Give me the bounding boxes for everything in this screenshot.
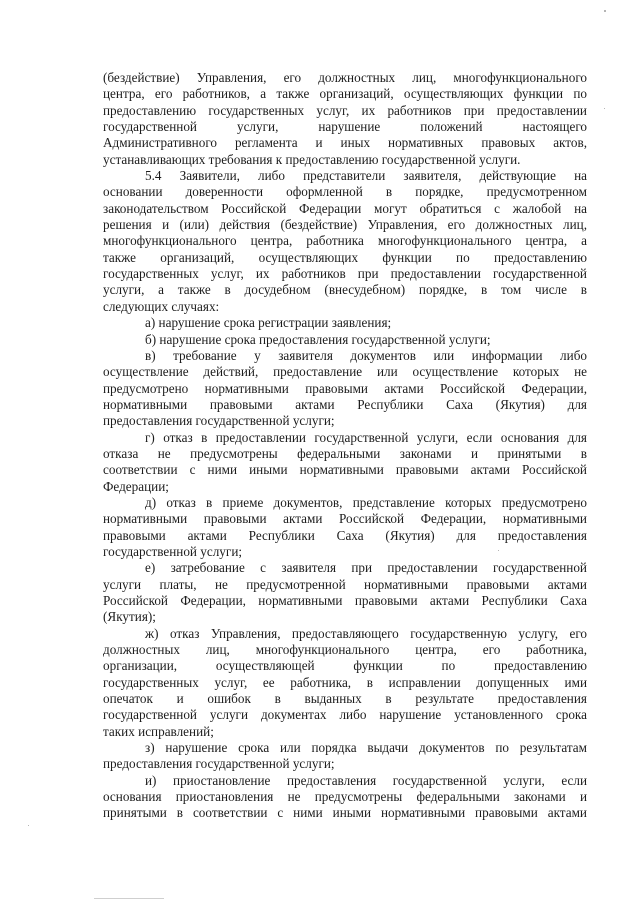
- text-line: принятыми в соответствии с ними иными нормативными правовыми актами: [103, 805, 587, 821]
- text-line: в) требование у заявителя документов или информации либо: [145, 347, 587, 363]
- text-line: д) отказ в приеме документов, представление которых предусмотрено: [145, 494, 587, 510]
- text-line: организации, осуществляющей функции по предоставлению: [103, 658, 587, 674]
- text-line: з) нарушение срока или порядка выдачи документов по результатам: [145, 740, 587, 756]
- text-line: предоставления государственной услуги;: [103, 413, 335, 429]
- text-line: ж) отказ Управления, предоставляющего государственную услугу, его: [145, 625, 587, 641]
- text-line: услуги, а также в досудебном (внесудебном) порядке, в том числе в: [103, 282, 587, 298]
- text-line: следующих случаях:: [103, 298, 220, 314]
- text-line: г) отказ в предоставлении государственной услуги, если основания для: [145, 429, 587, 445]
- text-line: также организаций, осуществляющих функции по предоставлению: [103, 249, 587, 265]
- text-line: законодательством Российской Федерации могут обратиться с жалобой на: [103, 200, 587, 216]
- scan-speck: [604, 108, 605, 109]
- text-line: и) приостановление предоставления государственной услуги, если: [145, 772, 587, 788]
- text-line: предоставлению государственных услуг, их работников при предоставлении: [103, 102, 587, 118]
- scan-speck: [94, 898, 164, 899]
- text-line: центра, его работников, а также организаций, осуществляющих функции по: [103, 86, 587, 102]
- text-line: нормативными правовыми актами Российской Федерации, нормативными: [103, 511, 587, 527]
- scan-speck: [604, 10, 606, 12]
- text-line: основании доверенности оформленной в порядке, предусмотренном: [103, 184, 587, 200]
- text-line: Административного регламента и иных нормативных правовых актов,: [103, 135, 587, 151]
- text-line: (Якутия);: [103, 609, 156, 625]
- text-line: предоставления государственной услуги;: [103, 756, 335, 772]
- text-line: государственной услуги;: [103, 543, 243, 559]
- scan-speck: [498, 550, 499, 551]
- text-line: государственных услуг, ее работника, в исправлении допущенных ими: [103, 674, 587, 690]
- document-body: [103, 70, 587, 822]
- text-line: предусмотрено нормативными правовыми актами Российской Федерации,: [103, 380, 587, 396]
- text-line: 5.4 Заявители, либо представители заявителя, действующие на: [145, 168, 587, 184]
- text-line: осуществление действий, предоставление или осуществление которых не: [103, 364, 587, 380]
- text-line: государственных услуг, их работников при предоставлении государственной: [103, 266, 587, 282]
- text-line: таких исправлений;: [103, 723, 214, 739]
- text-line: е) затребование с заявителя при предоставлении государственной: [145, 560, 587, 576]
- text-line: (бездействие) Управления, его должностных лиц, многофункционального: [103, 70, 587, 85]
- text-line: опечаток и ошибок в выданных в результате предоставления: [103, 691, 587, 707]
- text-line: основания приостановления не предусмотрены федеральными законами и: [103, 789, 587, 805]
- text-line: нормативными правовыми актами Республики Саха (Якутия) для: [103, 396, 587, 412]
- text-line: Федерации;: [103, 478, 169, 494]
- text-line: б) нарушение срока предоставления государственной услуги;: [145, 331, 491, 347]
- text-line: решения и (или) действия (бездействие) Управления, его должностных лиц,: [103, 217, 587, 233]
- text-line: Российской Федерации, нормативными правовыми актами Республики Саха: [103, 593, 587, 608]
- scan-speck: [28, 825, 29, 826]
- text-line: отказа не предусмотрены федеральными законами и принятыми в: [103, 445, 587, 461]
- text-line: а) нарушение срока регистрации заявления;: [145, 315, 392, 331]
- document-page: [103, 70, 587, 822]
- text-line: государственной услуги, нарушение положений настоящего: [103, 119, 587, 135]
- text-line: правовыми актами Республики Саха (Якутия) для предоставления: [103, 527, 587, 543]
- text-line: государственной услуги документах либо нарушение установленного срока: [103, 707, 587, 723]
- text-line: соответствии с ними иными нормативными правовыми актами Российской: [103, 462, 587, 478]
- text-line: многофункционального центра, работника многофункционального центра, а: [103, 233, 587, 249]
- text-line: услуги платы, не предусмотренной нормативными правовыми актами: [103, 576, 587, 592]
- text-line: должностных лиц, многофункционального центра, его работника,: [103, 642, 587, 658]
- text-line: устанавливающих требования к предоставлению государственной услуги.: [103, 151, 521, 167]
